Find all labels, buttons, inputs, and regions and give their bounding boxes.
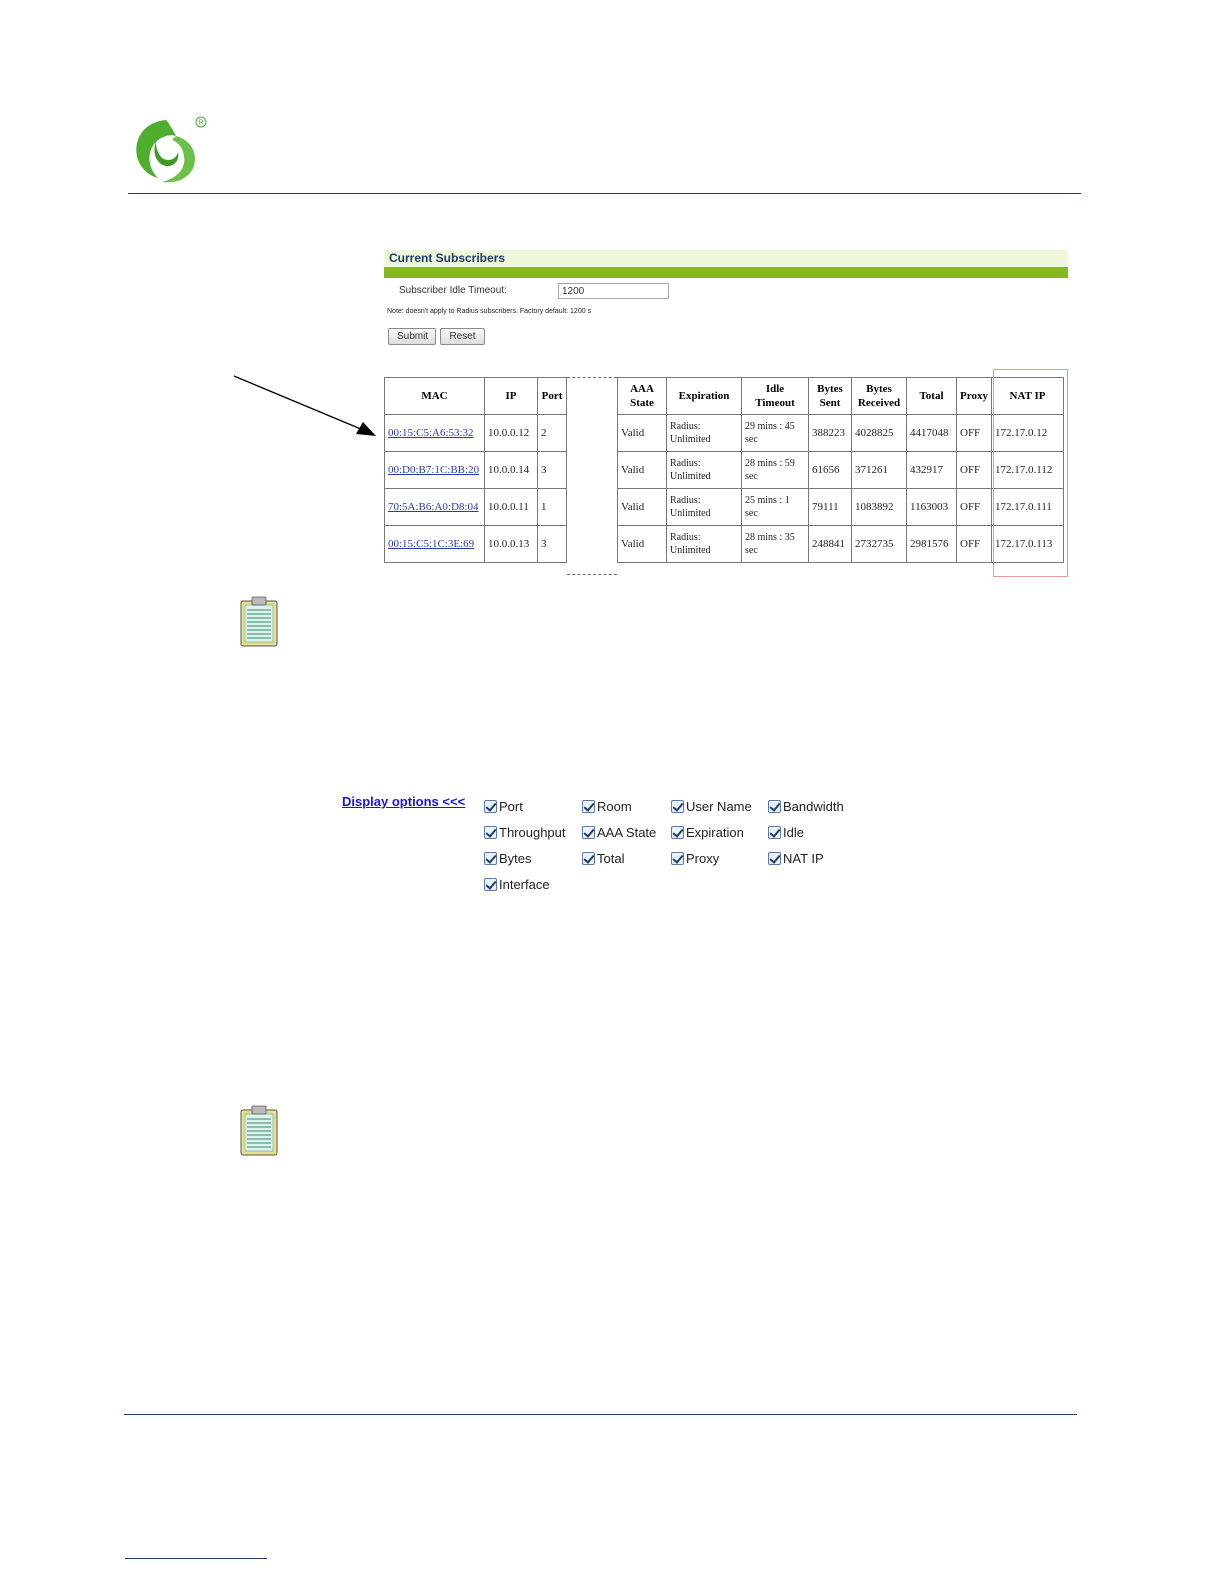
display-option-label: Bandwidth [783,799,844,814]
cell-gap [567,415,618,452]
exp-l2: Unlimited [670,434,711,445]
col-recv-l1: Bytes [866,383,892,395]
checkbox-checked-icon[interactable] [484,852,497,865]
col-mac: MAC [385,378,485,415]
reset-button[interactable]: Reset [440,328,485,345]
display-option[interactable] [768,825,804,840]
cell-total: 4417048 [907,415,957,452]
gap-dash-top [567,377,617,378]
mac-link[interactable]: 70:5A:B6:A0:D8:04 [388,501,479,513]
cell-total: 2981576 [907,526,957,563]
cell-nat-ip: 172.17.0.111 [992,489,1064,526]
display-option-label: Interface [499,877,550,892]
cell-bytes-received: 371261 [852,452,907,489]
col-sent-l1: Bytes [817,383,843,395]
nat-ip-highlight [993,369,1068,577]
checkbox-checked-icon[interactable] [484,878,497,891]
col-expiration: Expiration [667,378,742,415]
panel-title: Current Subscribers [384,250,1068,267]
note-clipboard-icon [239,595,279,647]
display-option-label: Idle [783,825,804,840]
col-idle-l2: Timeout [755,397,795,409]
mac-link[interactable]: 00:15:C5:1C:3E:69 [388,538,475,550]
idle-l1: 28 mins : 35 [745,532,795,543]
cell-ip: 10.0.0.14 [485,452,538,489]
panel-title-bar [384,267,1068,278]
checkbox-checked-icon[interactable] [768,852,781,865]
submit-button[interactable]: Submit [388,328,436,345]
checkbox-checked-icon[interactable] [671,826,684,839]
idle-l1: 29 mins : 45 [745,421,795,432]
idle-l2: sec [745,434,758,445]
gap-dash-bottom [567,574,617,575]
cell-proxy: OFF [957,415,992,452]
cell-idle-timeout [742,489,809,526]
cell-expiration [667,415,742,452]
checkbox-checked-icon[interactable] [768,826,781,839]
table-header-row [385,378,1064,415]
display-option[interactable] [582,799,632,814]
cell-bytes-received: 4028825 [852,415,907,452]
subscribers-table-wrap [384,377,1064,563]
display-option-label: NAT IP [783,851,824,866]
cell-bytes-sent: 79111 [809,489,852,526]
display-option[interactable] [768,799,844,814]
cell-ip: 10.0.0.11 [485,489,538,526]
col-port: Port [538,378,567,415]
display-option-label: Room [597,799,632,814]
display-option[interactable] [484,851,532,866]
table-row [385,526,1064,563]
cell-mac[interactable] [385,415,485,452]
cell-mac[interactable] [385,526,485,563]
table-row [385,452,1064,489]
cell-total: 432917 [907,452,957,489]
cell-aaa-state: Valid [618,489,667,526]
exp-l2: Unlimited [670,545,711,556]
exp-l1: Radius: [670,458,701,469]
idle-timeout-label: Subscriber Idle Timeout: [399,285,507,296]
idle-l2: sec [745,471,758,482]
display-option-label: Proxy [686,851,720,866]
cell-idle-timeout [742,415,809,452]
cell-proxy: OFF [957,489,992,526]
col-total: Total [907,378,957,415]
cell-expiration [667,489,742,526]
checkbox-checked-icon[interactable] [582,800,595,813]
exp-l2: Unlimited [670,471,711,482]
col-recv-l2: Received [857,397,901,409]
col-ip: IP [485,378,538,415]
col-nat-ip: NAT IP [992,378,1064,415]
display-option[interactable] [484,877,550,892]
cell-idle-timeout [742,452,809,489]
col-sent-l2: Sent [819,397,841,409]
cell-mac[interactable] [385,452,485,489]
cell-bytes-received: 1083892 [852,489,907,526]
cell-idle-timeout [742,526,809,563]
cell-aaa-state: Valid [618,415,667,452]
exp-l1: Radius: [670,495,701,506]
cell-port: 3 [538,526,567,563]
col-gap [567,378,618,415]
cell-proxy: OFF [957,526,992,563]
display-option[interactable] [768,851,824,866]
col-aaa-state-l1: AAA [630,383,654,395]
cell-bytes-received: 2732735 [852,526,907,563]
cell-port: 1 [538,489,567,526]
display-option[interactable] [671,799,752,814]
display-option-label: User Name [686,799,752,814]
cell-bytes-sent: 61656 [809,452,852,489]
cell-gap [567,452,618,489]
subscribers-table [384,377,1064,563]
display-option-label: Expiration [686,825,744,840]
idle-l2: sec [745,508,758,519]
col-bytes-sent [809,378,852,415]
cell-expiration [667,526,742,563]
display-option[interactable] [671,825,744,840]
cell-aaa-state: Valid [618,452,667,489]
callout-arrow [230,370,390,445]
cell-aaa-state: Valid [618,526,667,563]
cell-nat-ip: 172.17.0.12 [992,415,1064,452]
idle-l2: sec [745,545,758,556]
display-option-label: Bytes [499,851,532,866]
cell-port: 2 [538,415,567,452]
cell-port: 3 [538,452,567,489]
cell-ip: 10.0.0.12 [485,415,538,452]
note-clipboard-icon [239,1104,279,1156]
mac-link[interactable]: 00:D0:B7:1C:BB:20 [388,464,480,476]
cell-gap [567,526,618,563]
cell-gap [567,489,618,526]
col-aaa-state-l2: State [630,397,654,409]
svg-text:R: R [198,119,204,127]
col-idle-timeout [742,378,809,415]
checkbox-checked-icon[interactable] [484,826,497,839]
header-rule [128,193,1081,194]
cell-ip: 10.0.0.13 [485,526,538,563]
footer-rule [124,1414,1077,1415]
col-idle-l1: Idle [765,383,785,395]
exp-l1: Radius: [670,421,701,432]
display-option-label: Port [499,799,523,814]
idle-l1: 28 mins : 59 [745,458,795,469]
footer-short-rule [125,1558,267,1559]
checkbox-checked-icon[interactable] [671,800,684,813]
cell-total: 1163003 [907,489,957,526]
display-options-link[interactable]: Display options <<< [342,794,466,809]
col-proxy: Proxy [957,378,992,415]
display-option[interactable] [484,825,566,840]
display-option-label: AAA State [597,825,657,840]
display-option[interactable] [484,799,523,814]
idle-l1: 25 mins : 1 [745,495,790,506]
cell-expiration [667,452,742,489]
display-option[interactable] [582,851,624,866]
display-option-label: Total [597,851,625,866]
cell-proxy: OFF [957,452,992,489]
col-bytes-received [852,378,907,415]
checkbox-checked-icon[interactable] [582,826,595,839]
idle-timeout-note: Note: doesn't apply to Radius subscribers. Factory default: 1200 s [387,308,592,315]
idle-timeout-input[interactable] [558,283,669,299]
checkbox-checked-icon[interactable] [671,852,684,865]
checkbox-checked-icon[interactable] [484,800,497,813]
checkbox-checked-icon[interactable] [768,800,781,813]
display-option-label: Throughput [499,825,566,840]
display-option[interactable] [671,851,719,866]
exp-l2: Unlimited [670,508,711,519]
table-row [385,489,1064,526]
col-aaa-state [618,378,667,415]
table-row [385,415,1064,452]
cell-bytes-sent: 248841 [809,526,852,563]
cell-nat-ip: 172.17.0.112 [992,452,1064,489]
checkbox-checked-icon[interactable] [582,852,595,865]
cell-mac[interactable] [385,489,485,526]
display-option[interactable] [582,825,656,840]
exp-l1: Radius: [670,532,701,543]
cell-nat-ip: 172.17.0.113 [992,526,1064,563]
mac-link[interactable]: 00:15:C5:A6:53:32 [388,427,474,439]
cell-bytes-sent: 388223 [809,415,852,452]
company-logo [128,112,218,186]
